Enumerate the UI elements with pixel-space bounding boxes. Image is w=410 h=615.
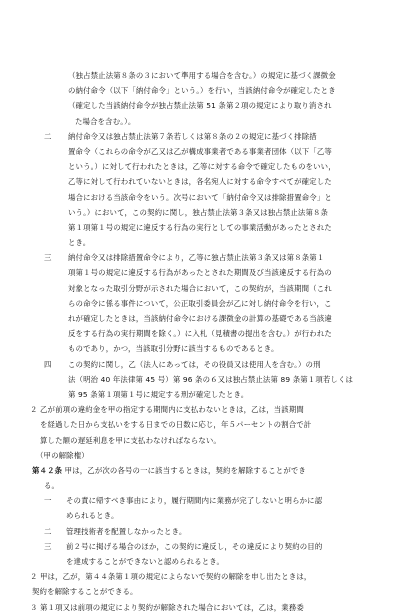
paragraph-marker: ３ [30, 602, 38, 612]
article-number: 第４２条 [32, 465, 63, 475]
text-line: とき。 [68, 238, 91, 248]
item-marker: 三 [44, 253, 52, 263]
text-line: 置命令（これらの命令が乙又は乙が構成事業者である事業者団体（以下「乙等 [68, 146, 332, 156]
text-line: 算した額の遅延利息を甲に支払わなければならない。 [40, 435, 221, 445]
text-line: 対象となった取引分野が示された場合において，この契約が，当該期間（これ [68, 283, 332, 293]
text-line: 第 95 条第１項第１号に規定する刑が確定したとき。 [68, 389, 249, 399]
article-first-line [32, 463, 384, 478]
text-line: 乙が前項の違約金を甲の指定する期間内に支払わないときは，乙は，当該期間 [40, 405, 304, 415]
text-line: 納付命令又は独占禁止法第７条若しくは第８条の２の規定に基づく排除措 [68, 131, 317, 141]
item-2 [44, 129, 384, 251]
text-line: れが確定したときは，当該納付命令における課徴金の計算の基礎である当該違 [68, 314, 332, 323]
article-text: 甲は，乙が次の各号の一に該当するときは，契約を解除することができ [64, 465, 306, 475]
item-marker: 二 [44, 526, 52, 536]
item-3 [44, 250, 384, 356]
text-line: る。 [44, 481, 60, 491]
text-line: 前２号に掲げる場合のほか，この契約に違反し，その違反により契約の目的 [66, 541, 323, 551]
text-line: 項第１号の規定に違反する行為があったとされた期間及び当該違反する行為の [68, 268, 332, 278]
item-marker: 三 [44, 541, 52, 551]
caption-text: （甲の解除権） [36, 450, 89, 460]
text-line: （確定した当該納付命令が独占禁止法第 51 条第２項の規定により取り消され [68, 101, 332, 111]
article-item-2 [44, 524, 384, 539]
text-line: 法（明治 40 年法律第 45 号）第 96 条の６又は独占禁止法第 89 条第１項若しくは [68, 374, 354, 384]
item-4 [44, 357, 384, 403]
text-line: 場合における当該命令をいう。次号において「納付命令又は排除措置命令」と [68, 192, 332, 202]
article-paragraph-3 [32, 600, 384, 615]
article-caption [36, 448, 384, 463]
text-line: められるとき。 [66, 511, 119, 521]
item-marker: 一 [44, 496, 52, 506]
text-line: を達成することができないと認められるとき。 [66, 557, 225, 566]
text-line: この契約に関し，乙（法人にあっては，その役員又は使用人を含む。）の刑 [68, 359, 321, 369]
paragraph-marker: ２ [30, 572, 38, 582]
item-marker: 四 [44, 359, 52, 369]
text-line: の納付命令（以下「納付命令」という。）を行い，当該納付命令が確定したとき [68, 86, 336, 96]
text-line: 契約を解除することができる。 [32, 587, 138, 597]
text-line: 管理技術者を配置しなかったとき。 [66, 526, 187, 536]
article-42 [32, 463, 384, 493]
text-line: 第１項又は前項の規定により契約が解除された場合においては，乙は，業務委 [40, 602, 304, 612]
text-line: 乙等に対して行われていないときは，各名宛人に対する命令すべてが確定した [68, 177, 332, 187]
text-line: （独占禁止法第８条の３において準用する場合を含む。）の規定に基づく課徴金 [68, 71, 336, 80]
text-line: という。）に対して行われたときは，乙等に対する命令で確定したものをいい， [68, 162, 336, 172]
text-line: 第１項第１号の規定に違反する行為の実行としての事業活動があったとされた [68, 222, 332, 232]
text-line: 反をする行為の実行期間を除く。）に入札（見積書の提出を含む。）が行われた [68, 329, 332, 339]
text-line: 甲は，乙が，第４４条第１項の規定によらないで契約の解除を申し出たときは， [40, 572, 312, 582]
text-line: を経過した日から支払いをする日までの日数に応じ，年５パーセントの割合で計 [40, 420, 312, 430]
article-paragraph-2 [32, 569, 384, 599]
paragraph-marker: ２ [30, 405, 38, 415]
paragraph-2 [32, 402, 384, 448]
text-line: その責に帰すべき事由により，履行期間内に業務が完了しないと明らかに認 [66, 496, 323, 506]
text-line: らの命令に係る事件について，公正取引委員会が乙に対し納付命令を行い，こ [68, 298, 332, 308]
article-item-3 [44, 539, 384, 569]
article-item-1 [44, 493, 384, 523]
text-line: 納付命令又は排除措置命令により，乙等に独占禁止法第３条又は第８条第１ [68, 253, 325, 263]
text-line: た場合を含む。）。 [75, 116, 136, 126]
continuation-paragraph [56, 68, 384, 129]
item-marker: 二 [44, 131, 52, 141]
text-line: いう。）において，この契約に関し，独占禁止法第３条又は独占禁止法第８条 [68, 207, 329, 217]
text-line: ものであり，かつ，当該取引分野に該当するものであるとき。 [68, 344, 279, 354]
